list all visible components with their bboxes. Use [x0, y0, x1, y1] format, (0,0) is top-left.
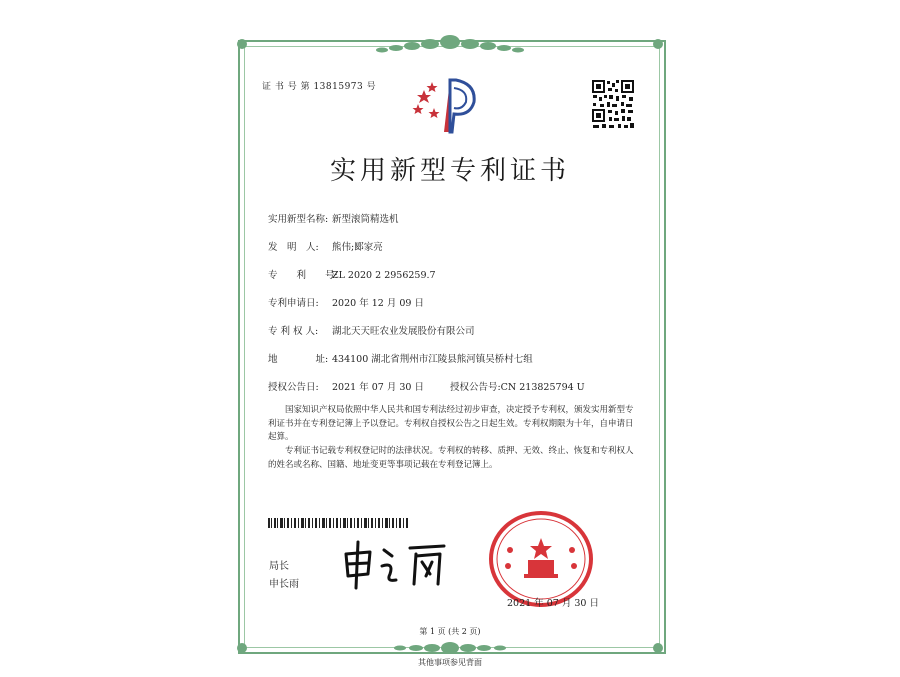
qr-code-icon [591, 79, 635, 129]
director-signature-icon [340, 540, 450, 590]
corner-ornament-icon [650, 36, 666, 52]
field-value: CN 213825794 U [500, 382, 585, 393]
field-label: 地 址: [268, 354, 329, 365]
field-label: 授权公告日: [268, 382, 319, 393]
field-value: ZL 2020 2 2956259.7 [332, 270, 436, 281]
page-number: 第 1 页 (共 2 页) [419, 627, 481, 636]
back-note: 其他事项参见背面 [418, 658, 482, 667]
field-label: 发 明 人: [268, 242, 319, 253]
grant-statement-paragraph: 国家知识产权局依照中华人民共和国专利法经过初步审查，决定授予专利权，颁发实用新型专利证书并在专利登记簿上予以登记。专利权自授权公告之日起生效。专利权期限为十年，自申请日起算。 [268, 405, 634, 442]
field-value: 2020 年 12 月 09 日 [332, 298, 424, 309]
field-patent-number [268, 267, 436, 281]
field-grant-date [268, 379, 585, 393]
field-value: 新型滚筒精选机 [332, 214, 399, 225]
field-value: 2021 年 07 月 30 日 [332, 382, 424, 393]
field-label: 实用新型名称: [268, 214, 329, 225]
field-label: 授权公告号: [449, 382, 501, 393]
bottom-ornament-icon [380, 638, 520, 658]
barcode-icon [268, 518, 408, 528]
director-name: 申长雨 [269, 579, 299, 590]
official-seal-icon [488, 510, 594, 608]
corner-ornament-icon [234, 36, 250, 52]
field-value: 434100 湖北省荆州市江陵县熊河镇吴桥村七组 [332, 354, 533, 365]
field-address [268, 351, 533, 365]
field-label: 专 利 号: [268, 270, 338, 281]
field-filing-date [268, 295, 424, 309]
field-label: 专 利 权 人: [268, 326, 319, 337]
corner-ornament-icon [234, 640, 250, 656]
certificate-title: 实用新型专利证书 [329, 156, 570, 186]
certificate-number: 证 书 号 第 13815973 号 [262, 82, 377, 92]
field-inventor [268, 239, 383, 253]
director-title: 局长 [269, 561, 289, 572]
field-value: 熊伟;郾家亮 [332, 242, 383, 253]
field-patentee [268, 323, 475, 337]
legal-status-paragraph: 专利证书记载专利权登记时的法律状况。专利权的转移、质押、无效、终止、恢复和专利权人的姓名或名称、国籍、地址变更等事项记载在专利登记簿上。 [268, 446, 634, 470]
field-utility-model-name [268, 211, 399, 225]
top-ornament-icon [370, 32, 530, 56]
seal-date: 2021 年 07 月 30 日 [507, 598, 599, 609]
corner-ornament-icon [650, 640, 666, 656]
field-label: 专利申请日: [268, 298, 319, 309]
field-value: 湖北天天旺农业发展股份有限公司 [332, 326, 475, 337]
patent-office-logo-icon [410, 74, 486, 138]
